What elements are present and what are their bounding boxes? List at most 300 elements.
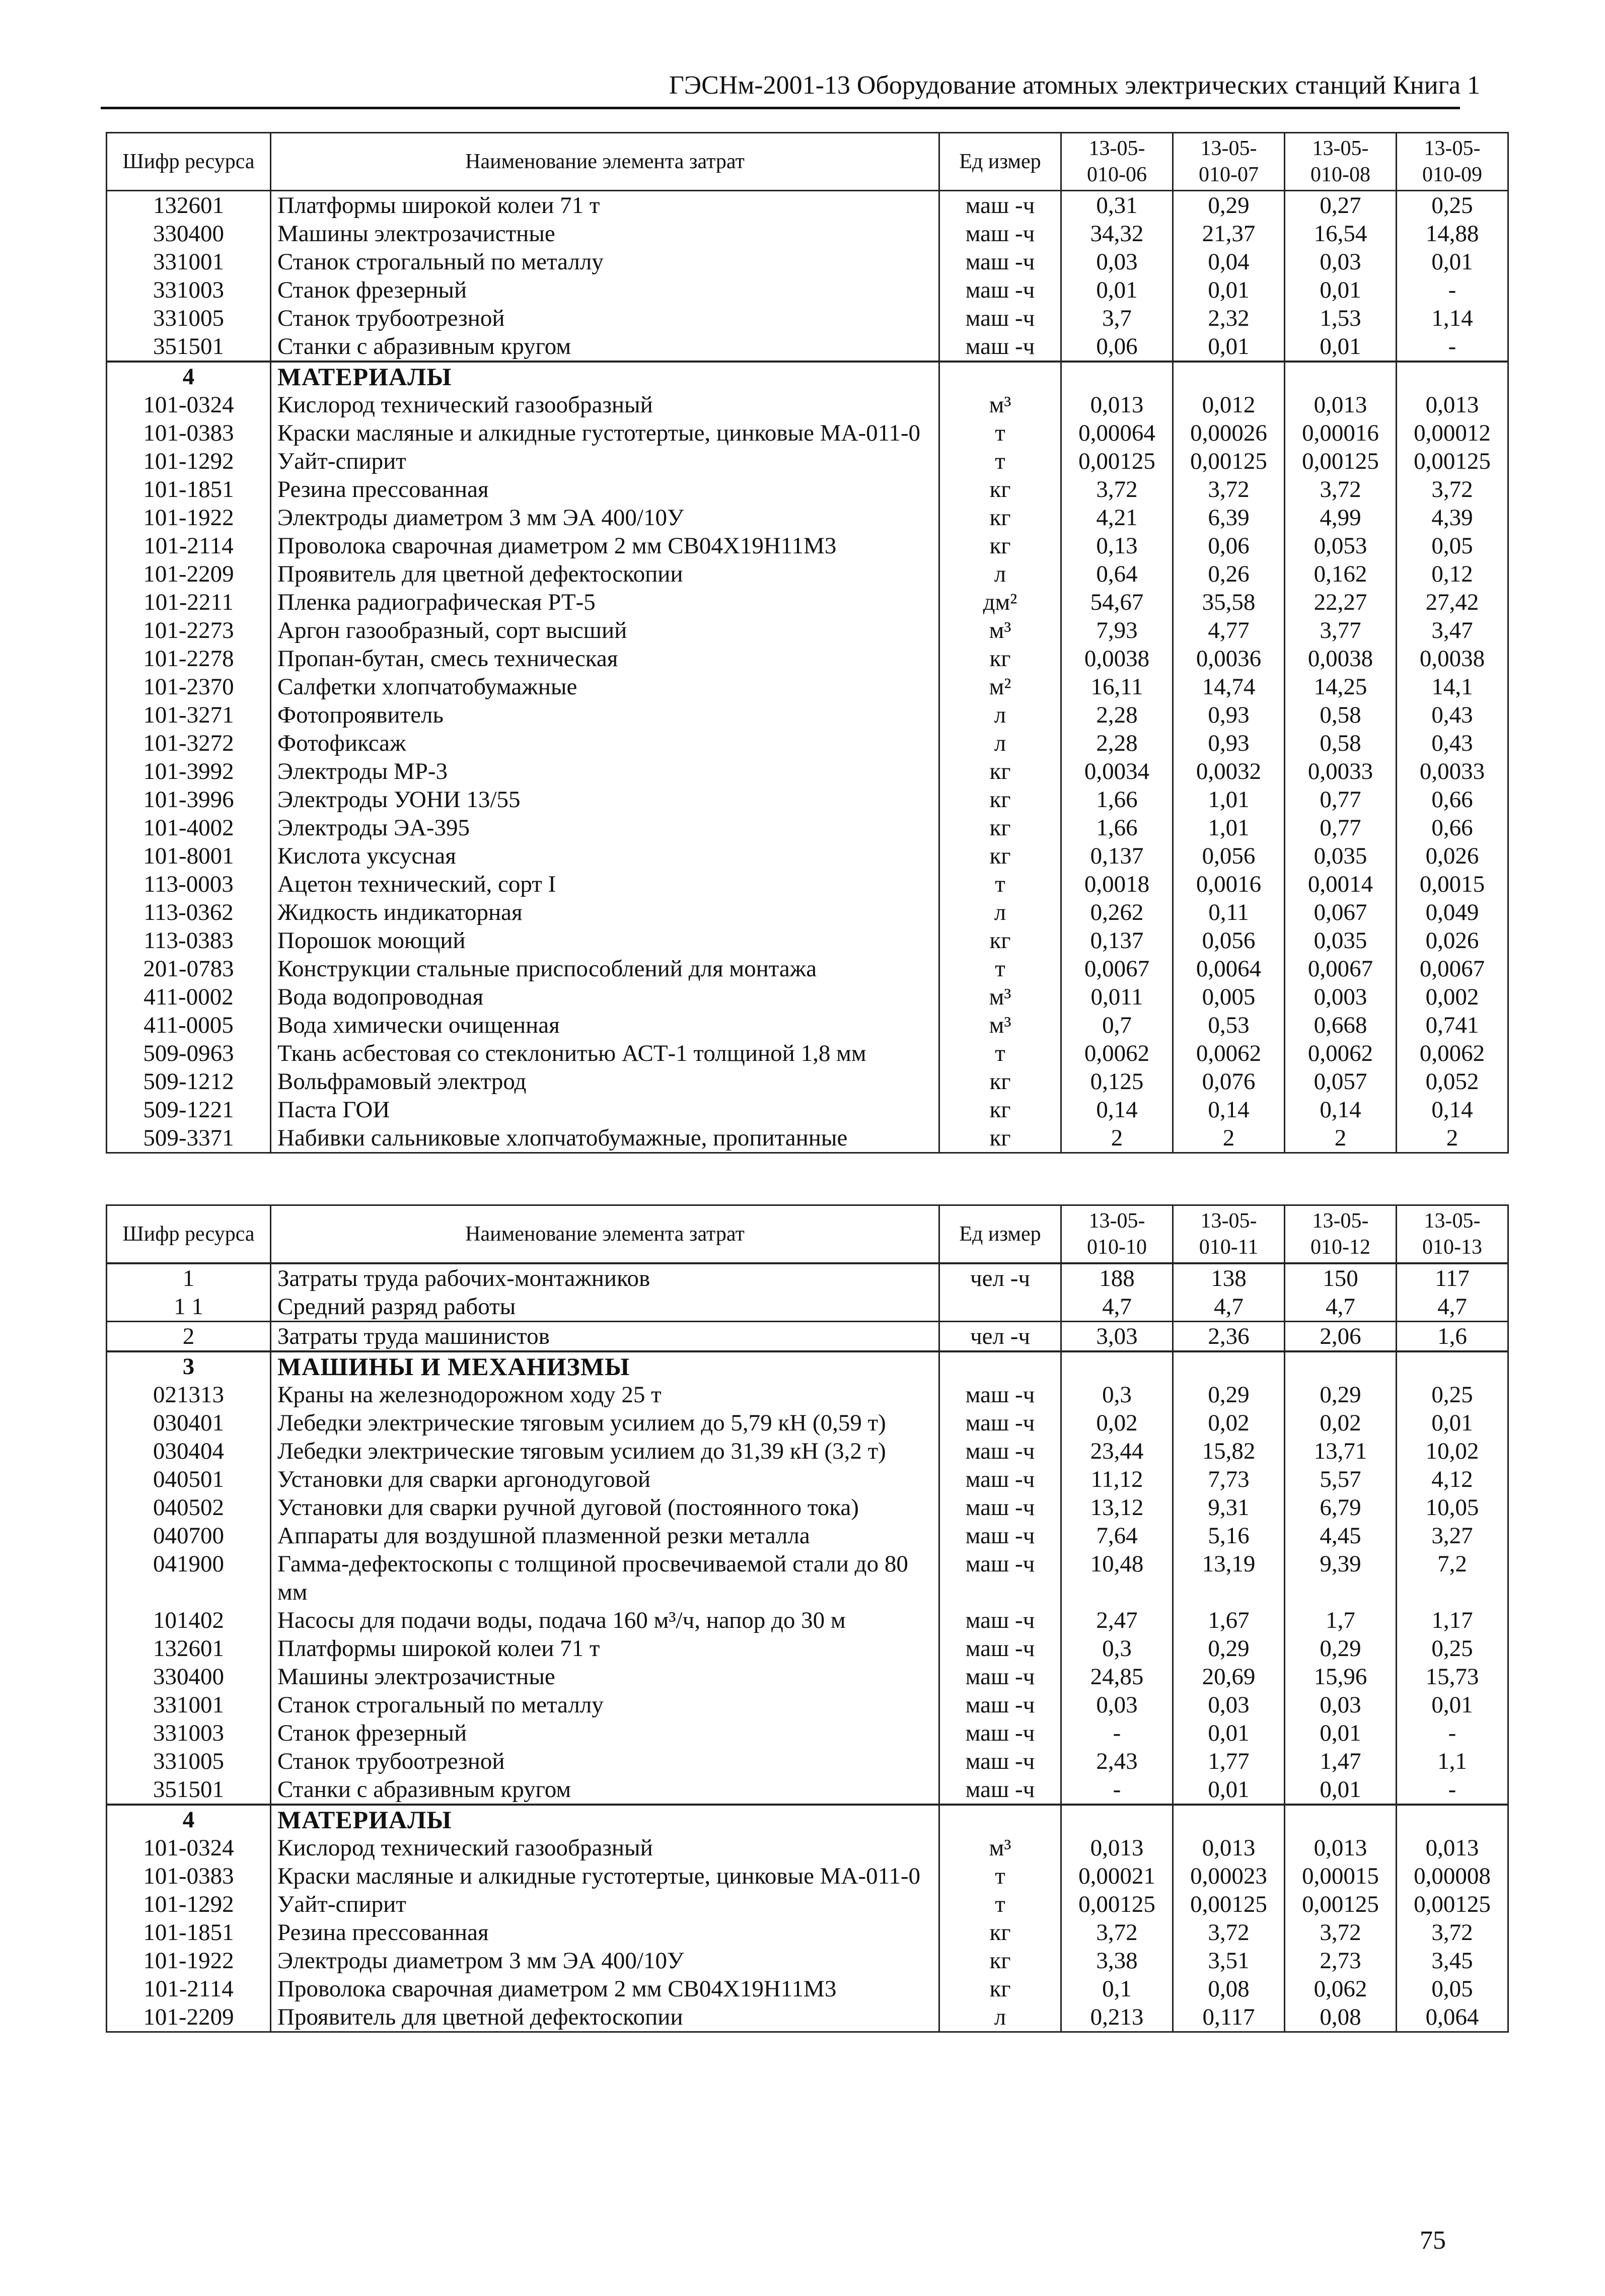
value-cell: 0,58	[1285, 729, 1397, 757]
unit-cell: маш -ч	[939, 1747, 1061, 1775]
table-row	[107, 1691, 1508, 1719]
resource-name: Краски масляные и алкидные густотертые, цинковые МА-011-0	[271, 1862, 939, 1890]
value-cell: 0,003	[1285, 983, 1397, 1011]
value-cell: 0,04	[1173, 248, 1285, 276]
value-cell: 0,064	[1397, 2003, 1508, 2032]
value-cell: 10,05	[1397, 1493, 1508, 1522]
value-cell: 0,049	[1397, 898, 1508, 926]
value-cell	[1173, 1805, 1285, 1834]
resource-code: 330400	[107, 1663, 271, 1691]
header-name: Наименование элемента затрат	[271, 1205, 939, 1264]
unit-cell: маш -ч	[939, 1381, 1061, 1409]
value-cell: -	[1397, 332, 1508, 362]
value-cell: 0,00125	[1173, 447, 1285, 475]
resource-name: Проявитель для цветной дефектоскопии	[271, 560, 939, 588]
unit-cell: т	[939, 1862, 1061, 1890]
resource-name: Кислород технический газообразный	[271, 391, 939, 419]
table-row	[107, 276, 1508, 304]
unit-cell: маш -ч	[939, 1409, 1061, 1437]
value-cell: 7,64	[1061, 1522, 1173, 1550]
value-cell: 24,85	[1061, 1663, 1173, 1691]
value-cell: 0,262	[1061, 898, 1173, 926]
unit-cell: чел -ч	[939, 1322, 1061, 1352]
table-row	[107, 1719, 1508, 1747]
unit-cell	[939, 1293, 1061, 1322]
resource-name: Электроды МР-3	[271, 757, 939, 785]
table-row	[107, 1747, 1508, 1775]
value-cell: 117	[1397, 1263, 1508, 1293]
header-unit: Ед измер	[939, 1205, 1061, 1264]
value-cell: 0,01	[1173, 276, 1285, 304]
resource-name: Станок трубоотрезной	[271, 304, 939, 332]
value-cell: 2,28	[1061, 729, 1173, 757]
header-code: Шифр ресурса	[107, 1205, 271, 1264]
resource-code: 331001	[107, 1691, 271, 1719]
table-row	[107, 1011, 1508, 1039]
value-cell: 6,79	[1285, 1493, 1397, 1522]
value-cell: 2,36	[1173, 1322, 1285, 1352]
value-cell: 15,96	[1285, 1663, 1397, 1691]
value-cell: 0,002	[1397, 983, 1508, 1011]
resource-name: Краны на железнодорожном ходу 25 т	[271, 1381, 939, 1409]
table-row	[107, 220, 1508, 248]
table-body	[107, 1263, 1508, 2032]
value-cell: 0,00015	[1285, 1862, 1397, 1890]
unit-cell: т	[939, 447, 1061, 475]
value-cell: 0,013	[1397, 391, 1508, 419]
value-cell: 0,00125	[1061, 447, 1173, 475]
value-cell: 0,7	[1061, 1011, 1173, 1039]
table-row	[107, 1862, 1508, 1890]
resource-code: 041900	[107, 1550, 271, 1606]
value-cell	[1397, 362, 1508, 391]
value-cell: -	[1061, 1775, 1173, 1805]
value-cell: 5,16	[1173, 1522, 1285, 1550]
table-row	[107, 447, 1508, 475]
resource-code: 101-8001	[107, 842, 271, 870]
resource-table-2	[106, 1204, 1509, 2033]
table-row	[107, 1522, 1508, 1550]
resource-name: Установки для сварки ручной дуговой (постоянного тока)	[271, 1493, 939, 1522]
value-cell	[1285, 1805, 1397, 1834]
resource-name: Жидкость индикаторная	[271, 898, 939, 926]
value-cell: 0,0034	[1061, 757, 1173, 785]
value-cell: 14,88	[1397, 220, 1508, 248]
value-cell: 0,01	[1061, 276, 1173, 304]
value-cell: 2,28	[1061, 701, 1173, 729]
value-cell: 6,39	[1173, 504, 1285, 532]
table-row	[107, 1947, 1508, 1975]
table-row	[107, 1890, 1508, 1918]
value-cell: 13,71	[1285, 1437, 1397, 1465]
value-cell: 0,0038	[1397, 644, 1508, 673]
value-cell: 0,013	[1061, 391, 1173, 419]
table-row	[107, 1039, 1508, 1067]
value-cell: -	[1061, 1719, 1173, 1747]
value-cell: 0,137	[1061, 926, 1173, 955]
resource-code: 1	[107, 1263, 271, 1293]
unit-cell: л	[939, 729, 1061, 757]
resource-code: 509-1221	[107, 1096, 271, 1124]
table-row	[107, 1550, 1508, 1606]
table-row	[107, 1409, 1508, 1437]
resource-code: 509-1212	[107, 1067, 271, 1096]
table-row	[107, 1293, 1508, 1322]
value-cell: 3,7	[1061, 304, 1173, 332]
resource-name: Проявитель для цветной дефектоскопии	[271, 2003, 939, 2032]
resource-name: МАТЕРИАЛЫ	[271, 362, 939, 391]
value-cell: 2	[1285, 1124, 1397, 1153]
table-row	[107, 1437, 1508, 1465]
value-cell: 0,00021	[1061, 1862, 1173, 1890]
value-cell: 0,00125	[1397, 447, 1508, 475]
value-cell: 0,0033	[1397, 757, 1508, 785]
value-cell: 3,72	[1397, 475, 1508, 504]
table-row	[107, 814, 1508, 842]
value-cell: 0,0067	[1397, 955, 1508, 983]
value-cell: 0,03	[1061, 1691, 1173, 1719]
resource-name: Краски масляные и алкидные густотертые, цинковые МА-011-0	[271, 419, 939, 447]
value-cell: 1,6	[1397, 1322, 1508, 1352]
table-row	[107, 391, 1508, 419]
value-cell: 0,013	[1173, 1834, 1285, 1862]
table-row	[107, 504, 1508, 532]
value-cell: 20,69	[1173, 1663, 1285, 1691]
value-cell: 2,06	[1285, 1322, 1397, 1352]
resource-code: 040501	[107, 1465, 271, 1493]
resource-name: Лебедки электрические тяговым усилием до 31,39 кН (3,2 т)	[271, 1437, 939, 1465]
table-row	[107, 673, 1508, 701]
resource-code: 101-2114	[107, 532, 271, 560]
resource-code: 4	[107, 1805, 271, 1834]
value-cell: 0,77	[1285, 785, 1397, 814]
value-cell: 0,25	[1397, 191, 1508, 220]
table-row	[107, 248, 1508, 276]
value-cell: 0,0067	[1285, 955, 1397, 983]
resource-code: 101-2114	[107, 1975, 271, 2003]
unit-cell: л	[939, 898, 1061, 926]
unit-cell: кг	[939, 475, 1061, 504]
value-cell: 0,01	[1285, 332, 1397, 362]
resource-name: Затраты труда машинистов	[271, 1322, 939, 1352]
value-cell: 0,05	[1397, 532, 1508, 560]
value-cell: 0,053	[1285, 532, 1397, 560]
value-cell: 21,37	[1173, 220, 1285, 248]
resource-name: Машины электрозачистные	[271, 1663, 939, 1691]
resource-code: 101-1851	[107, 1918, 271, 1947]
value-cell: 0,01	[1173, 332, 1285, 362]
value-cell: 0,77	[1285, 814, 1397, 842]
value-cell	[1285, 1351, 1397, 1381]
value-cell: 2,43	[1061, 1747, 1173, 1775]
resource-name: Порошок моющий	[271, 926, 939, 955]
value-cell: 1,17	[1397, 1606, 1508, 1634]
resource-code: 101-1292	[107, 1890, 271, 1918]
value-cell: 4,7	[1397, 1293, 1508, 1322]
resource-name: Станок трубоотрезной	[271, 1747, 939, 1775]
table-row	[107, 898, 1508, 926]
value-cell: 0,035	[1285, 842, 1397, 870]
resource-code: 3	[107, 1351, 271, 1381]
value-cell	[1173, 1351, 1285, 1381]
value-cell: 0,067	[1285, 898, 1397, 926]
value-cell: 3,47	[1397, 616, 1508, 644]
value-cell: 34,32	[1061, 220, 1173, 248]
value-cell: 5,57	[1285, 1465, 1397, 1493]
value-cell: 0,011	[1061, 983, 1173, 1011]
header-col-4: 13-05- 010-13	[1397, 1205, 1508, 1264]
unit-cell: кг	[939, 842, 1061, 870]
value-cell: 1,53	[1285, 304, 1397, 332]
section-row	[107, 1805, 1508, 1834]
resource-name: Станок фрезерный	[271, 276, 939, 304]
value-cell	[1285, 362, 1397, 391]
resource-code: 021313	[107, 1381, 271, 1409]
resource-code: 101402	[107, 1606, 271, 1634]
unit-cell: кг	[939, 1975, 1061, 2003]
unit-cell: кг	[939, 1096, 1061, 1124]
value-cell: 0,00125	[1285, 1890, 1397, 1918]
value-cell: 0,03	[1173, 1691, 1285, 1719]
table-row	[107, 475, 1508, 504]
value-cell: 0,29	[1285, 1381, 1397, 1409]
resource-code: 101-4002	[107, 814, 271, 842]
value-cell: 0,00125	[1061, 1890, 1173, 1918]
unit-cell: маш -ч	[939, 191, 1061, 220]
resource-code: 411-0005	[107, 1011, 271, 1039]
value-cell: 0,00026	[1173, 419, 1285, 447]
value-cell: 0,01	[1285, 1775, 1397, 1805]
value-cell: 0,0038	[1285, 644, 1397, 673]
resource-name: Станок строгальный по металлу	[271, 248, 939, 276]
resource-code: 132601	[107, 1634, 271, 1663]
resource-name: Резина прессованная	[271, 475, 939, 504]
resource-code: 331001	[107, 248, 271, 276]
value-cell: 0,0062	[1285, 1039, 1397, 1067]
unit-cell: л	[939, 560, 1061, 588]
resource-name: Аппараты для воздушной плазменной резки металла	[271, 1522, 939, 1550]
table-row	[107, 560, 1508, 588]
resource-code: 101-2211	[107, 588, 271, 616]
value-cell: 0,14	[1397, 1096, 1508, 1124]
value-cell: 0,29	[1173, 1381, 1285, 1409]
value-cell: 2,73	[1285, 1947, 1397, 1975]
resource-name: Аргон газообразный, сорт высший	[271, 616, 939, 644]
table-row	[107, 1975, 1508, 2003]
value-cell: 0,43	[1397, 701, 1508, 729]
resource-code: 351501	[107, 332, 271, 362]
resource-code: 101-0324	[107, 391, 271, 419]
value-cell: 0,06	[1061, 332, 1173, 362]
value-cell: 0,66	[1397, 814, 1508, 842]
resource-code: 030404	[107, 1437, 271, 1465]
value-cell: 0,00064	[1061, 419, 1173, 447]
value-cell: 0,29	[1173, 1634, 1285, 1663]
unit-cell: м³	[939, 1011, 1061, 1039]
value-cell: 0,0062	[1173, 1039, 1285, 1067]
value-cell: 0,29	[1285, 1634, 1397, 1663]
value-cell: 4,12	[1397, 1465, 1508, 1493]
resource-name: Вода водопроводная	[271, 983, 939, 1011]
header-col-2: 13-05- 010-07	[1173, 133, 1285, 191]
header-col-1: 13-05- 010-06	[1061, 133, 1173, 191]
value-cell: 0,02	[1173, 1409, 1285, 1437]
table-row	[107, 757, 1508, 785]
value-cell: 13,19	[1173, 1550, 1285, 1606]
value-cell: 0,08	[1285, 2003, 1397, 2032]
value-cell: 0,58	[1285, 701, 1397, 729]
resource-name: Насосы для подачи воды, подача 160 м³/ч, напор до 30 м	[271, 1606, 939, 1634]
value-cell: 15,73	[1397, 1663, 1508, 1691]
table-row	[107, 955, 1508, 983]
resource-name: Проволока сварочная диаметром 2 мм СВ04Х19Н11М3	[271, 532, 939, 560]
value-cell: -	[1397, 276, 1508, 304]
value-cell: 0,93	[1173, 729, 1285, 757]
value-cell: 0,052	[1397, 1067, 1508, 1096]
unit-cell: маш -ч	[939, 276, 1061, 304]
value-cell: 27,42	[1397, 588, 1508, 616]
value-cell: 3,72	[1173, 1918, 1285, 1947]
value-cell: 3,72	[1173, 475, 1285, 504]
resource-code: 101-2209	[107, 2003, 271, 2032]
resource-code: 101-3271	[107, 701, 271, 729]
table-row	[107, 926, 1508, 955]
value-cell: 13,12	[1061, 1493, 1173, 1522]
resource-code: 101-2370	[107, 673, 271, 701]
table-row	[107, 1322, 1508, 1352]
unit-cell: маш -ч	[939, 248, 1061, 276]
value-cell: 1,66	[1061, 814, 1173, 842]
resource-code: 331003	[107, 1719, 271, 1747]
unit-cell: дм²	[939, 588, 1061, 616]
value-cell: 0,0062	[1397, 1039, 1508, 1067]
value-cell: 0,01	[1397, 1409, 1508, 1437]
value-cell: 1,01	[1173, 814, 1285, 842]
value-cell: 0,01	[1285, 276, 1397, 304]
table-row	[107, 191, 1508, 220]
unit-cell: кг	[939, 504, 1061, 532]
value-cell: 0,11	[1173, 898, 1285, 926]
resource-name: Конструкции стальные приспособлений для монтажа	[271, 955, 939, 983]
table-row	[107, 870, 1508, 898]
unit-cell: л	[939, 701, 1061, 729]
value-cell: 0,12	[1397, 560, 1508, 588]
header-rule	[101, 107, 1460, 109]
value-cell: 0,0038	[1061, 644, 1173, 673]
value-cell: 0,0032	[1173, 757, 1285, 785]
unit-cell: маш -ч	[939, 1493, 1061, 1522]
resource-code: 509-3371	[107, 1124, 271, 1153]
unit-cell: м³	[939, 983, 1061, 1011]
resource-name: Электроды ЭА-395	[271, 814, 939, 842]
resource-name: Уайт-спирит	[271, 1890, 939, 1918]
resource-code: 101-2278	[107, 644, 271, 673]
table-row	[107, 532, 1508, 560]
unit-cell: т	[939, 955, 1061, 983]
value-cell: 0,137	[1061, 842, 1173, 870]
resource-code: 101-1922	[107, 1947, 271, 1975]
unit-cell: маш -ч	[939, 1691, 1061, 1719]
header-col-2: 13-05- 010-11	[1173, 1205, 1285, 1264]
table-row	[107, 1465, 1508, 1493]
resource-code: 201-0783	[107, 955, 271, 983]
unit-cell: чел -ч	[939, 1263, 1061, 1293]
value-cell: 0,013	[1061, 1834, 1173, 1862]
value-cell: 11,12	[1061, 1465, 1173, 1493]
resource-code: 101-2273	[107, 616, 271, 644]
resource-code: 351501	[107, 1775, 271, 1805]
value-cell: 4,7	[1173, 1293, 1285, 1322]
value-cell: 0,14	[1285, 1096, 1397, 1124]
value-cell: 0,01	[1285, 1719, 1397, 1747]
value-cell: 0,013	[1285, 1834, 1397, 1862]
value-cell: 0,0064	[1173, 955, 1285, 983]
value-cell: 3,77	[1285, 616, 1397, 644]
resource-name: Проволока сварочная диаметром 2 мм СВ04Х19Н11М3	[271, 1975, 939, 2003]
unit-cell: маш -ч	[939, 1437, 1061, 1465]
unit-cell: кг	[939, 757, 1061, 785]
header-col-4: 13-05- 010-09	[1397, 133, 1508, 191]
value-cell: 0,01	[1397, 248, 1508, 276]
resource-name: Станок строгальный по металлу	[271, 1691, 939, 1719]
value-cell: 4,77	[1173, 616, 1285, 644]
resource-name: Электроды УОНИ 13/55	[271, 785, 939, 814]
unit-cell: маш -ч	[939, 1550, 1061, 1606]
value-cell: 0,06	[1173, 532, 1285, 560]
table-row	[107, 616, 1508, 644]
value-cell: 23,44	[1061, 1437, 1173, 1465]
value-cell: 15,82	[1173, 1437, 1285, 1465]
header-code: Шифр ресурса	[107, 133, 271, 191]
value-cell: 138	[1173, 1263, 1285, 1293]
resource-name: Фотопроявитель	[271, 701, 939, 729]
value-cell: 2,32	[1173, 304, 1285, 332]
value-cell: 0,03	[1285, 248, 1397, 276]
value-cell: 4,7	[1061, 1293, 1173, 1322]
table-row	[107, 1834, 1508, 1862]
value-cell: 3,27	[1397, 1522, 1508, 1550]
unit-cell: м²	[939, 673, 1061, 701]
value-cell	[1061, 1805, 1173, 1834]
value-cell: 0,93	[1173, 701, 1285, 729]
table-row	[107, 1096, 1508, 1124]
value-cell: 7,93	[1061, 616, 1173, 644]
table-row	[107, 1067, 1508, 1096]
value-cell	[1061, 362, 1173, 391]
resource-name: Машины электрозачистные	[271, 220, 939, 248]
value-cell: 3,72	[1285, 475, 1397, 504]
value-cell: 10,48	[1061, 1550, 1173, 1606]
value-cell: 0,026	[1397, 926, 1508, 955]
resource-code: 113-0383	[107, 926, 271, 955]
value-cell: 0,64	[1061, 560, 1173, 588]
header-name: Наименование элемента затрат	[271, 133, 939, 191]
table-row	[107, 1263, 1508, 1293]
resource-name: Кислород технический газообразный	[271, 1834, 939, 1862]
resource-name: Салфетки хлопчатобумажные	[271, 673, 939, 701]
value-cell: 1,67	[1173, 1606, 1285, 1634]
value-cell: 0,00023	[1173, 1862, 1285, 1890]
resource-code: 030401	[107, 1409, 271, 1437]
value-cell: 0,1	[1061, 1975, 1173, 2003]
value-cell: 0,035	[1285, 926, 1397, 955]
value-cell: 0,162	[1285, 560, 1397, 588]
value-cell: 0,0014	[1285, 870, 1397, 898]
section-row	[107, 362, 1508, 391]
unit-cell: кг	[939, 785, 1061, 814]
unit-cell: м³	[939, 1834, 1061, 1862]
value-cell: 1,66	[1061, 785, 1173, 814]
